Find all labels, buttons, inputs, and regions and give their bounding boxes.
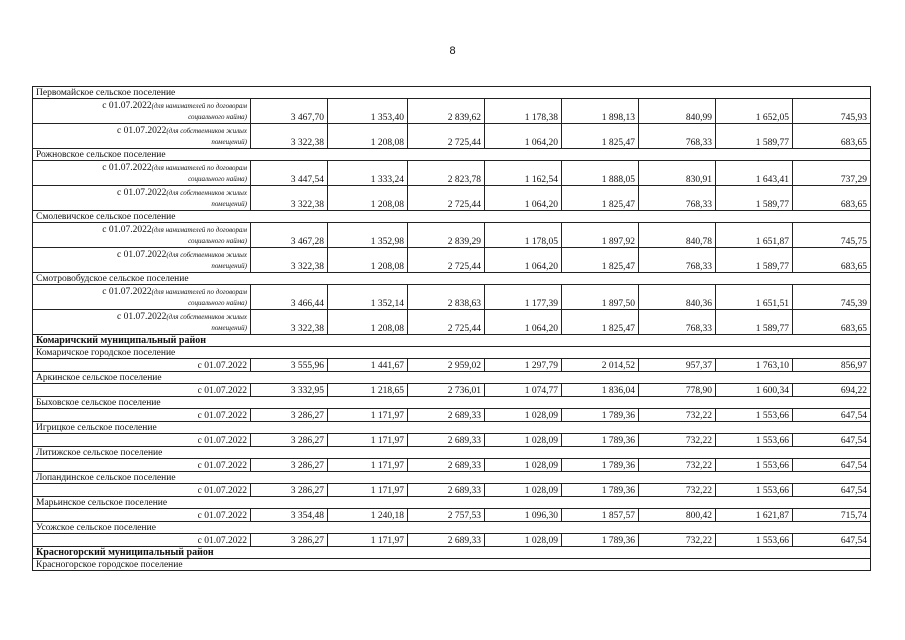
tariff-value: 1 897,92 — [562, 223, 639, 248]
settlement-row — [33, 397, 871, 409]
settlement-name: Рожновское сельское поселение — [33, 149, 871, 161]
tariff-value: 1 825,47 — [562, 186, 639, 211]
tariff-value: 2 823,78 — [408, 161, 485, 186]
tariff-value: 830,91 — [639, 161, 716, 186]
tenant-category-note: (для нанимателей по договорам — [151, 226, 247, 234]
tariff-value: 3 466,44 — [251, 285, 328, 310]
tenant-category-note: (для собственников жилых — [166, 313, 247, 321]
tenant-category-note-cont: социального найма) — [188, 237, 247, 245]
tenant-category-note: (для собственников жилых — [166, 127, 247, 135]
tenant-category-note-cont: социального найма) — [188, 299, 247, 307]
effective-date: с 01.07.2022 — [116, 250, 167, 260]
tariff-row — [33, 484, 871, 497]
tariff-value: 1 825,47 — [562, 248, 639, 273]
tariff-value: 3 286,27 — [251, 484, 328, 497]
tariff-value: 1 589,77 — [716, 310, 793, 335]
tariff-row — [33, 359, 871, 372]
tariff-value: 1 888,05 — [562, 161, 639, 186]
tariff-value: 840,99 — [639, 99, 716, 124]
page-number: 8 — [449, 45, 456, 57]
tariff-value: 1 178,05 — [485, 223, 562, 248]
effective-date: с 01.07.2022 — [102, 101, 152, 111]
tenant-category-note-cont: помещений) — [211, 262, 247, 270]
tariff-value: 3 286,27 — [251, 534, 328, 547]
date-label-cell — [33, 161, 251, 186]
tariff-row — [33, 310, 871, 335]
tenant-category-note: (для нанимателей по договорам — [151, 288, 247, 296]
tariff-value: 2 689,33 — [408, 459, 485, 472]
tariff-value: 2 838,63 — [408, 285, 485, 310]
settlement-name: Усожское сельское поселение — [33, 522, 871, 534]
effective-date: с 01.07.2022 — [33, 509, 251, 522]
tariff-value: 1 789,36 — [562, 534, 639, 547]
tariff-value: 3 467,70 — [251, 99, 328, 124]
tariff-value: 1 789,36 — [562, 484, 639, 497]
tariff-value: 768,33 — [639, 186, 716, 211]
tariff-value: 1 208,08 — [328, 124, 408, 149]
tariff-value: 2 839,62 — [408, 99, 485, 124]
tariff-value: 2 725,44 — [408, 186, 485, 211]
tariff-value: 1 028,09 — [485, 434, 562, 447]
tariff-value: 3 447,54 — [251, 161, 328, 186]
tariff-value: 1 553,66 — [716, 409, 793, 422]
tariff-value: 683,65 — [793, 124, 871, 149]
tariff-value: 2 689,33 — [408, 534, 485, 547]
tariff-value: 1 589,77 — [716, 124, 793, 149]
tariff-value: 1 589,77 — [716, 248, 793, 273]
tariff-row — [33, 161, 871, 186]
tariff-value: 3 286,27 — [251, 459, 328, 472]
tariff-value: 647,54 — [793, 459, 871, 472]
tariff-value: 1 208,08 — [328, 248, 408, 273]
effective-date: с 01.07.2022 — [33, 434, 251, 447]
tenant-category-note: (для собственников жилых — [166, 189, 247, 197]
date-label-cell — [33, 310, 251, 335]
tariff-row — [33, 509, 871, 522]
tariff-value: 3 286,27 — [251, 434, 328, 447]
settlement-row — [33, 522, 871, 534]
effective-date: с 01.07.2022 — [102, 163, 152, 173]
effective-date: с 01.07.2022 — [33, 534, 251, 547]
tariff-value: 2 725,44 — [408, 310, 485, 335]
tariff-value: 1 028,09 — [485, 534, 562, 547]
settlement-name: Игрицкое сельское поселение — [33, 422, 871, 434]
tariff-value: 1 651,87 — [716, 223, 793, 248]
settlement-row — [33, 372, 871, 384]
date-label-cell — [33, 285, 251, 310]
tenant-category-note: (для нанимателей по договорам — [151, 102, 247, 110]
effective-date: с 01.07.2022 — [33, 359, 251, 372]
tariff-value: 1 096,30 — [485, 509, 562, 522]
tariff-value: 715,74 — [793, 509, 871, 522]
tariff-value: 2 725,44 — [408, 124, 485, 149]
settlement-name: Первомайское сельское поселение — [33, 87, 871, 99]
tariff-value: 1 352,98 — [328, 223, 408, 248]
tariff-value: 1 028,09 — [485, 484, 562, 497]
tariff-value: 1 441,67 — [328, 359, 408, 372]
tariff-value: 1 171,97 — [328, 434, 408, 447]
tariff-value: 2 736,01 — [408, 384, 485, 397]
tariff-value: 3 286,27 — [251, 409, 328, 422]
effective-date: с 01.07.2022 — [116, 126, 167, 136]
tenant-category-note-cont: помещений) — [211, 138, 247, 146]
tariff-value: 1 208,08 — [328, 186, 408, 211]
tariff-value: 1 836,04 — [562, 384, 639, 397]
district-row — [33, 547, 871, 559]
tariff-value: 1 177,39 — [485, 285, 562, 310]
tariff-value: 683,65 — [793, 310, 871, 335]
tariff-value: 2 689,33 — [408, 409, 485, 422]
settlement-row — [33, 422, 871, 434]
effective-date: с 01.07.2022 — [33, 459, 251, 472]
tariff-value: 1 643,41 — [716, 161, 793, 186]
tariff-value: 840,36 — [639, 285, 716, 310]
tariff-row — [33, 459, 871, 472]
tariff-value: 1 333,24 — [328, 161, 408, 186]
tariff-value: 1 600,34 — [716, 384, 793, 397]
tariff-value: 1 028,09 — [485, 409, 562, 422]
tariff-value: 3 555,96 — [251, 359, 328, 372]
tariff-value: 1 297,79 — [485, 359, 562, 372]
tariff-value: 1 064,20 — [485, 310, 562, 335]
tariff-value: 1 208,08 — [328, 310, 408, 335]
tariff-value: 1 240,18 — [328, 509, 408, 522]
settlement-name: Быховское сельское поселение — [33, 397, 871, 409]
settlement-row — [33, 347, 871, 359]
settlement-row — [33, 273, 871, 285]
tariff-value: 1 178,38 — [485, 99, 562, 124]
tenant-category-note: (для собственников жилых — [166, 251, 247, 259]
settlement-row — [33, 497, 871, 509]
effective-date: с 01.07.2022 — [116, 312, 167, 322]
tariff-value: 683,65 — [793, 248, 871, 273]
settlement-name: Смолевичское сельское поселение — [33, 211, 871, 223]
tariff-value: 1 218,65 — [328, 384, 408, 397]
tariff-value: 732,22 — [639, 434, 716, 447]
settlement-row — [33, 211, 871, 223]
tariff-value: 856,97 — [793, 359, 871, 372]
tariff-value: 647,54 — [793, 434, 871, 447]
settlement-name: Комаричское городское поселение — [33, 347, 871, 359]
tariff-value: 732,22 — [639, 534, 716, 547]
date-label-cell — [33, 248, 251, 273]
settlement-row — [33, 447, 871, 459]
tariff-value: 1 789,36 — [562, 459, 639, 472]
tariff-value: 2 959,02 — [408, 359, 485, 372]
settlement-name: Литижское сельское поселение — [33, 447, 871, 459]
tariff-value: 1 825,47 — [562, 310, 639, 335]
tariff-row — [33, 124, 871, 149]
tariff-row — [33, 99, 871, 124]
tariff-value: 800,42 — [639, 509, 716, 522]
tariff-row — [33, 409, 871, 422]
settlement-name: Смотровобудское сельское поселение — [33, 273, 871, 285]
tariff-value: 1 064,20 — [485, 248, 562, 273]
settlement-name: Аркинское сельское поселение — [33, 372, 871, 384]
tenant-category-note-cont: помещений) — [211, 200, 247, 208]
tariff-value: 778,90 — [639, 384, 716, 397]
tariff-value: 1 074,77 — [485, 384, 562, 397]
tariff-value: 3 467,28 — [251, 223, 328, 248]
tariff-value: 3 332,95 — [251, 384, 328, 397]
tariff-row — [33, 248, 871, 273]
tariff-value: 768,33 — [639, 124, 716, 149]
tenant-category-note-cont: помещений) — [211, 324, 247, 332]
tenant-category-note-cont: социального найма) — [188, 113, 247, 121]
date-label-cell — [33, 223, 251, 248]
tariff-value: 3 322,38 — [251, 248, 328, 273]
effective-date: с 01.07.2022 — [33, 409, 251, 422]
tariff-value: 1 898,13 — [562, 99, 639, 124]
tariff-value: 3 322,38 — [251, 124, 328, 149]
date-label-cell — [33, 99, 251, 124]
date-label-cell — [33, 124, 251, 149]
tariff-value: 1 857,57 — [562, 509, 639, 522]
tariff-value: 1 825,47 — [562, 124, 639, 149]
tariff-value: 647,54 — [793, 534, 871, 547]
tariff-value: 647,54 — [793, 484, 871, 497]
tariff-value: 647,54 — [793, 409, 871, 422]
tariff-value: 2 839,29 — [408, 223, 485, 248]
tariff-value: 1 553,66 — [716, 484, 793, 497]
tariff-value: 768,33 — [639, 310, 716, 335]
tariff-value: 1 028,09 — [485, 459, 562, 472]
tariff-value: 1 064,20 — [485, 124, 562, 149]
settlement-name: Лопандинское сельское поселение — [33, 472, 871, 484]
tariff-value: 745,39 — [793, 285, 871, 310]
district-row — [33, 335, 871, 347]
tariff-value: 2 689,33 — [408, 434, 485, 447]
district-name: Комаричский муниципальный район — [33, 335, 871, 347]
tariff-value: 2 689,33 — [408, 484, 485, 497]
tariff-value: 745,93 — [793, 99, 871, 124]
tariff-value: 1 162,54 — [485, 161, 562, 186]
tariff-value: 683,65 — [793, 186, 871, 211]
tariff-row — [33, 285, 871, 310]
date-label-cell — [33, 186, 251, 211]
tariff-value: 732,22 — [639, 459, 716, 472]
tariff-value: 1 553,66 — [716, 534, 793, 547]
tariff-value: 745,75 — [793, 223, 871, 248]
effective-date: с 01.07.2022 — [102, 225, 152, 235]
settlement-row — [33, 149, 871, 161]
tariff-value: 1 789,36 — [562, 409, 639, 422]
tariff-value: 1 171,97 — [328, 534, 408, 547]
tariff-value: 1 589,77 — [716, 186, 793, 211]
tariff-value: 2 725,44 — [408, 248, 485, 273]
effective-date: с 01.07.2022 — [33, 484, 251, 497]
tariff-value: 1 171,97 — [328, 484, 408, 497]
tariff-value: 1 897,50 — [562, 285, 639, 310]
tariff-value: 957,37 — [639, 359, 716, 372]
tariff-row — [33, 384, 871, 397]
tariff-value: 1 064,20 — [485, 186, 562, 211]
tariff-value: 694,22 — [793, 384, 871, 397]
tariff-value: 1 352,14 — [328, 285, 408, 310]
tariff-value: 1 763,10 — [716, 359, 793, 372]
effective-date: с 01.07.2022 — [116, 188, 167, 198]
tariff-value: 1 789,36 — [562, 434, 639, 447]
tariff-value: 840,78 — [639, 223, 716, 248]
effective-date: с 01.07.2022 — [102, 287, 152, 297]
tariff-value: 1 652,05 — [716, 99, 793, 124]
tariff-value: 3 322,38 — [251, 310, 328, 335]
tariff-value: 1 353,40 — [328, 99, 408, 124]
tariff-row — [33, 186, 871, 211]
settlement-name: Марьинское сельское поселение — [33, 497, 871, 509]
tariff-value: 2 757,53 — [408, 509, 485, 522]
tariff-row — [33, 223, 871, 248]
tariff-row — [33, 534, 871, 547]
tariff-value: 1 171,97 — [328, 459, 408, 472]
tariff-value: 1 651,51 — [716, 285, 793, 310]
effective-date: с 01.07.2022 — [33, 384, 251, 397]
tariff-row — [33, 434, 871, 447]
tariff-value: 2 014,52 — [562, 359, 639, 372]
district-name: Красногорский муниципальный район — [33, 547, 871, 559]
tariff-value: 3 354,48 — [251, 509, 328, 522]
tariff-value: 3 322,38 — [251, 186, 328, 211]
settlement-row — [33, 472, 871, 484]
tariff-table — [32, 86, 871, 571]
tariff-value: 1 621,87 — [716, 509, 793, 522]
settlement-name: Красногорское городское поселение — [33, 559, 871, 571]
tariff-value: 1 171,97 — [328, 409, 408, 422]
tenant-category-note-cont: социального найма) — [188, 175, 247, 183]
tenant-category-note: (для нанимателей по договорам — [151, 164, 247, 172]
tariff-value: 732,22 — [639, 409, 716, 422]
tariff-value: 1 553,66 — [716, 459, 793, 472]
settlement-row — [33, 559, 871, 571]
tariff-value: 737,29 — [793, 161, 871, 186]
tariff-value: 1 553,66 — [716, 434, 793, 447]
settlement-row — [33, 87, 871, 99]
tariff-value: 732,22 — [639, 484, 716, 497]
tariff-value: 768,33 — [639, 248, 716, 273]
